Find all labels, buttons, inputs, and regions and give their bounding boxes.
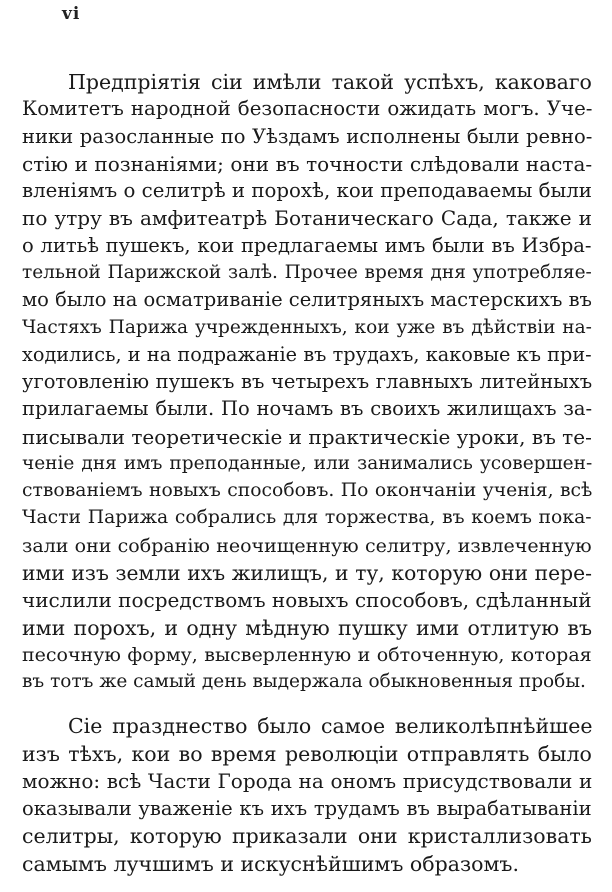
text-line: Части Парижа собрались для торжества, въ коемъ пока- xyxy=(22,507,592,529)
text-line: стію и познаніями; они въ точности слѣдовали наста- xyxy=(22,151,593,176)
page-number: vi xyxy=(62,4,81,24)
text-line: ствованіемъ новыхъ способовъ. По окончаніи ученія, всѣ xyxy=(22,480,593,502)
text-line: зали они собранію неочищенную селитру, извлеченную xyxy=(22,534,592,557)
text-line: Частяхъ Парижа учрежденныхъ, кои уже въ дѣйствіи на- xyxy=(22,316,592,338)
text-line: тельной Парижской залѣ. Прочее время дня употребляе- xyxy=(22,261,592,283)
text-line: Сіе празднество было самое великолѣпнѣйшее xyxy=(68,714,593,738)
text-line: ими порохъ, и одну мѣдную пушку ими отлитую въ xyxy=(22,615,592,640)
text-line: по утру въ амфитеатрѣ Ботаническагo Сада, также и xyxy=(22,206,592,231)
text-line: ники разосланные по Уѣздамъ исполнены были ревно- xyxy=(22,124,593,148)
text-line: вленіямъ о селитрѣ и порохѣ, кои преподаваемы были xyxy=(22,179,592,203)
text-line: селитры, которую приказали они кристаллизовать xyxy=(22,824,592,849)
text-line: числили посредствомъ новыхъ способовъ, сдѣланный xyxy=(22,588,592,613)
text-line: ими изъ земли ихъ жилищъ, и ту, которую они пере- xyxy=(22,561,592,586)
text-line: можно: всѣ Части Города на ономъ присудствовали и xyxy=(22,769,593,794)
text-line: оказывали уваженіе къ ихъ трудамъ въ вырабатываніи xyxy=(22,796,592,820)
text-line: прилагаемы были. По ночамъ въ своихъ жилищахъ за- xyxy=(22,397,593,421)
text-line: ченіе дня имъ преподанные, или занимались усовершен- xyxy=(22,452,593,474)
text-line: изъ тѣхъ, кои во время революціи отправлять было xyxy=(22,741,592,766)
text-line: о литьѣ пушекъ, кои предлагаемы имъ были въ Избра- xyxy=(22,233,592,257)
text-line: писывали теоретическіе и практическіе уроки, въ те- xyxy=(22,424,592,449)
text-line: мо было на осматриваніе селитряныхъ мастерскихъ въ xyxy=(22,288,592,312)
text-line: въ тотъ же самый день выдержала обыкновенныя пробы. xyxy=(22,671,586,693)
text-line: песочную форму, высверленную и обточенную, которая xyxy=(22,643,592,666)
text-line: уготовленію пушекъ въ четырехъ главныхъ литейныхъ xyxy=(22,370,593,394)
text-line: самымъ лучшимъ и искуснѣйшимъ образомъ. xyxy=(22,852,519,876)
text-line: ходились, и на подражаніе въ трудахъ, каковые къ при- xyxy=(22,342,592,366)
text-line: Комитетъ народной безопасности ожидать могъ. Уче- xyxy=(22,97,593,121)
text-line: Предпріятія сіи имѣли такой успѣхъ, каковаго xyxy=(68,70,592,94)
